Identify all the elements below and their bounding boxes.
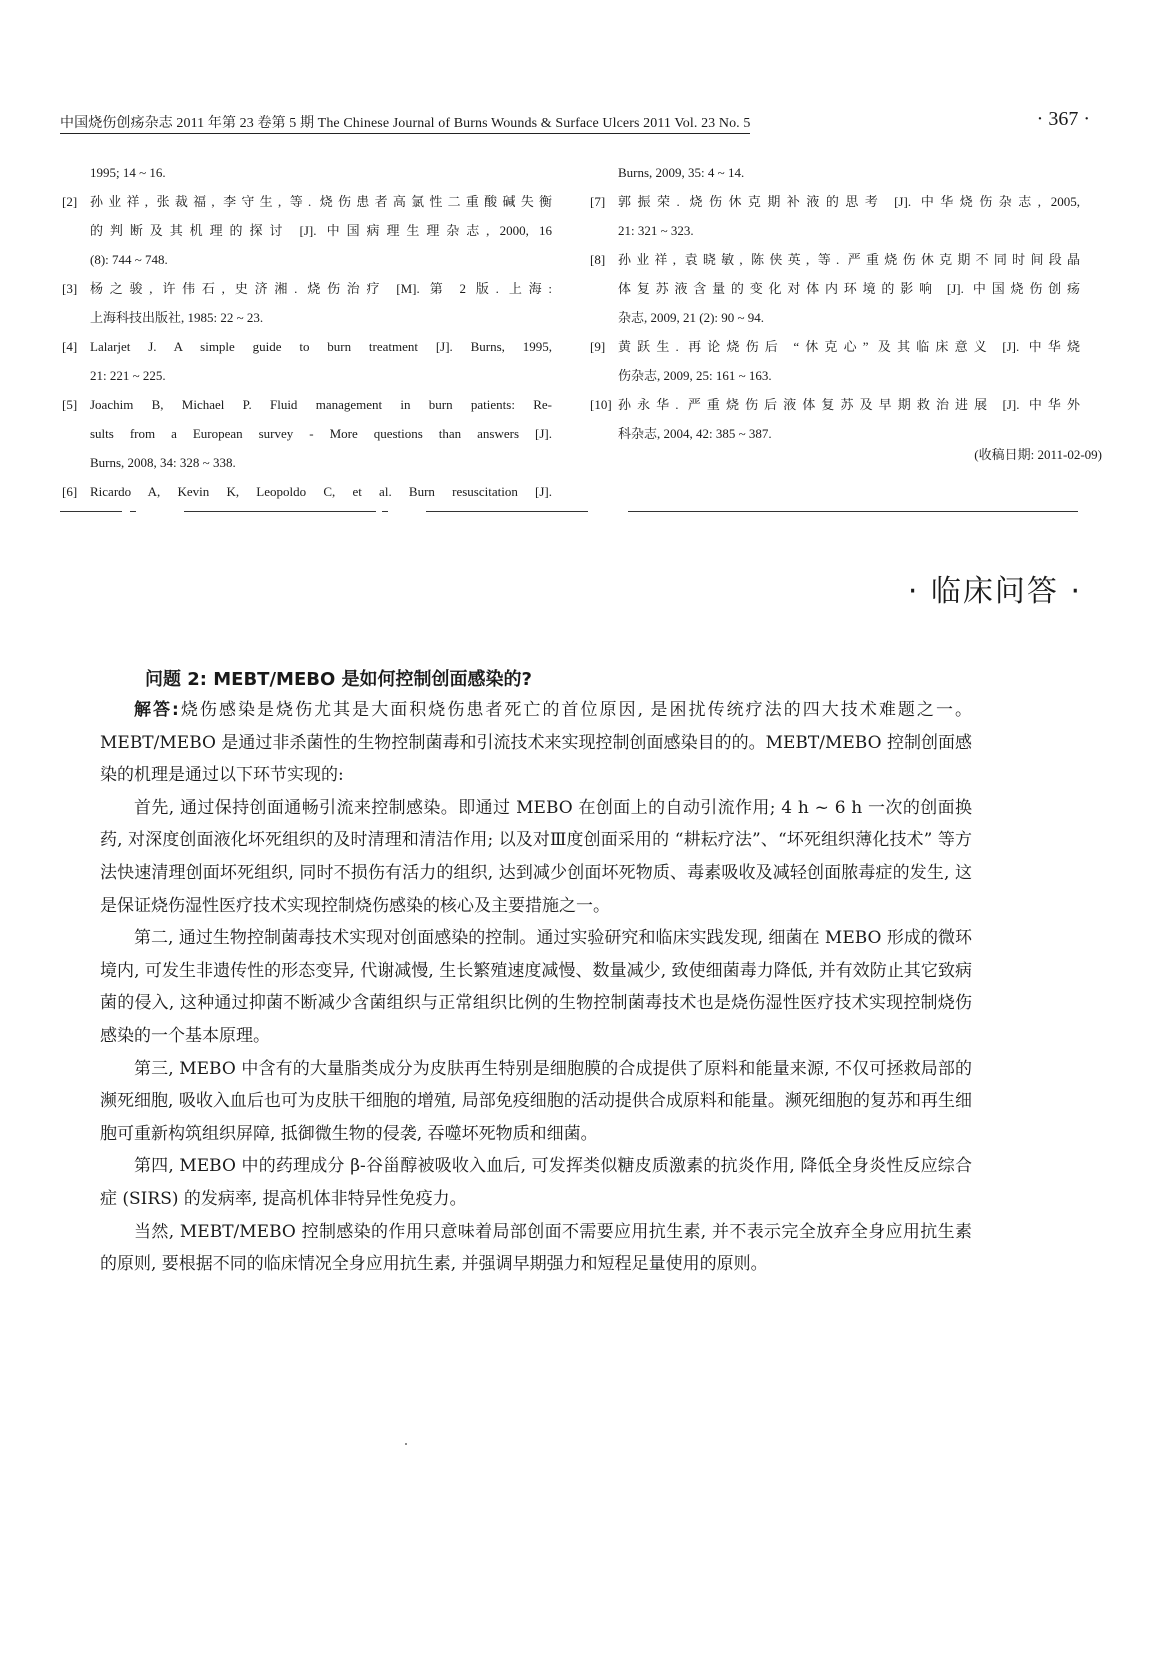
scan-speck: [405, 1443, 407, 1445]
reference-item: [62, 477, 552, 506]
reference-line: 上海科技出版社, 1985: 22 ~ 23.: [90, 310, 264, 325]
reference-line: 杂志, 2009, 21 (2): 90 ~ 94.: [618, 310, 765, 325]
reference-line: 杨之骏, 许伟石, 史济湘. 烧伤治疗 [M]. 第 2 版. 上海:: [90, 281, 552, 296]
reference-item: [62, 274, 552, 332]
reference-continuation: Burns, 2009, 35: 4 ~ 14.: [618, 165, 745, 180]
body-paragraph: 第四, MEBO 中的药理成分 β-谷甾醇被吸收入血后, 可发挥类似糖皮质激素的抗炎作用, 降低全身炎性反应综合症 (SIRS) 的发病率, 提高机体非特异性免疫力。: [100, 1156, 972, 1209]
reference-line: 黄跃生. 再论烧伤后 “休克心” 及其临床意义 [J]. 中华烧: [618, 339, 1080, 354]
reference-line: Joachim B, Michael P. Fluid management in burn patients: Re-: [90, 397, 552, 412]
reference-line: 孙永华. 严重烧伤后液体复苏及早期救治进展 [J]. 中华外: [618, 397, 1080, 412]
reference-line: 的判断及其机理的探讨 [J]. 中国病理生理杂志, 2000, 16: [90, 223, 552, 238]
article-body: [100, 694, 972, 1281]
received-date: (收稿日期: 2011-02-09): [974, 447, 1102, 462]
reference-line: (8): 744 ~ 748.: [90, 252, 168, 267]
reference-number: [3]: [62, 281, 78, 296]
reference-line: 郭振荣. 烧伤休克期补液的思考 [J]. 中华烧伤杂志, 2005,: [618, 194, 1080, 209]
question-title: 问题 2: MEBT/MEBO 是如何控制创面感染的?: [145, 669, 532, 690]
reference-line: 21: 221 ~ 225.: [90, 368, 166, 383]
reference-number: [10]: [590, 397, 612, 412]
reference-number: [6]: [62, 484, 78, 499]
answer-label: 解答:: [134, 700, 179, 720]
section-heading: · 临床问答 ·: [907, 574, 1082, 609]
body-paragraph: 当然, MEBT/MEBO 控制感染的作用只意味着局部创面不需要应用抗生素, 并不表示完全放弃全身应用抗生素的原则, 要根据不同的临床情况全身应用抗生素, 并强调早期强力和短程足量使用的原则。: [100, 1221, 972, 1275]
references-right-column: [590, 158, 1080, 448]
reference-line: sults from a European survey - More questions than answers [J].: [90, 426, 552, 441]
reference-number: [9]: [590, 339, 606, 354]
reference-line: 科杂志, 2004, 42: 385 ~ 387.: [618, 426, 772, 441]
body-paragraph: 首先, 通过保持创面通畅引流来控制感染。即通过 MEBO 在创面上的自动引流作用; 4 h ~ 6 h 一次的创面换药, 对深度创面液化坏死组织的及时清理和清洁作用; 以及对Ⅲ度创面采用的 “耕耘疗法”、“坏死组织薄化技术” 等方法快速清理创面坏死组织, 同时不损伤有活力的组织, 达到减少创面坏死物质、毒素吸收及减轻创面脓毒症的发生, 这是保证烧伤湿性医疗技术实现控制烧伤感染的核心及主要措施之一。: [100, 797, 972, 916]
running-header: [60, 110, 1090, 134]
body-paragraph: 第三, MEBO 中含有的大量脂类成分为皮肤再生特别是细胞膜的合成提供了原料和能量来源, 不仅可拯救局部的濒死细胞, 吸收入血后也可为皮肤干细胞的增殖, 局部免疫细胞的活动提供合成原料和能量。濒死细胞的复苏和再生细胞可重新构筑组织屏障, 抵御微生物的侵袭, 吞噬坏死物质和细菌。: [100, 1058, 972, 1144]
reference-item: [590, 187, 1080, 245]
reference-line: 伤杂志, 2009, 25: 161 ~ 163.: [618, 368, 772, 383]
journal-citation-line: 中国烧伤创疡杂志 2011 年第 23 卷第 5 期 The Chinese Journal of Burns Wounds & Surface Ulcers 2011 Vol. 23 No. 5: [60, 112, 750, 134]
reference-line: 孙业祥, 张裁福, 李守生, 等. 烧伤患者高氯性二重酸碱失衡: [90, 194, 552, 209]
answer-intro-text: 烧伤感染是烧伤尤其是大面积烧伤患者死亡的首位原因, 是困扰传统疗法的四大技术难题之一。MEBT/MEBO 是通过非杀菌性的生物控制菌毒和引流技术来实现控制创面感染目的的。MEBT/MEBO 控制创面感染的机理是通过以下环节实现的:: [100, 700, 972, 786]
reference-line: 21: 321 ~ 323.: [618, 223, 694, 238]
reference-item: [62, 332, 552, 390]
reference-line: Lalarjet J. A simple guide to burn treatment [J]. Burns, 1995,: [90, 339, 552, 354]
reference-number: [7]: [590, 194, 606, 209]
reference-item: [590, 245, 1080, 332]
reference-line: Ricardo A, Kevin K, Leopoldo C, et al. Burn resuscitation [J].: [90, 484, 552, 499]
body-paragraph: 第二, 通过生物控制菌毒技术实现对创面感染的控制。通过实验研究和临床实践发现, 细菌在 MEBO 形成的微环境内, 可发生非遗传性的形态变异, 代谢减慢, 生长繁殖速度减慢、数量减少, 致使细菌毒力降低, 并有效防止其它致病菌的侵入, 这种通过抑菌不断减少含菌组织与正常组织比例的生物控制菌毒技术也是烧伤湿性医疗技术实现控制烧伤感染的一个基本原理。: [100, 928, 972, 1046]
reference-number: [4]: [62, 339, 78, 354]
reference-item: [62, 390, 552, 477]
reference-line: 孙业祥, 袁晓敏, 陈侠英, 等. 严重烧伤休克期不同时间段晶: [618, 252, 1080, 267]
reference-item: [62, 187, 552, 274]
references-left-column: [62, 158, 552, 506]
section-divider: [60, 511, 1080, 513]
reference-number: [5]: [62, 397, 78, 412]
reference-line: Burns, 2008, 34: 328 ~ 338.: [90, 455, 236, 470]
page-number: · 367 ·: [1036, 108, 1090, 130]
reference-number: [2]: [62, 194, 78, 209]
reference-line: 体复苏液含量的变化对体内环境的影响 [J]. 中国烧伤创疡: [618, 281, 1080, 296]
reference-continuation: 1995; 14 ~ 16.: [90, 165, 166, 180]
reference-item: [590, 390, 1080, 448]
reference-item: [590, 332, 1080, 390]
answer-paragraph: [100, 694, 972, 792]
reference-number: [8]: [590, 252, 606, 267]
